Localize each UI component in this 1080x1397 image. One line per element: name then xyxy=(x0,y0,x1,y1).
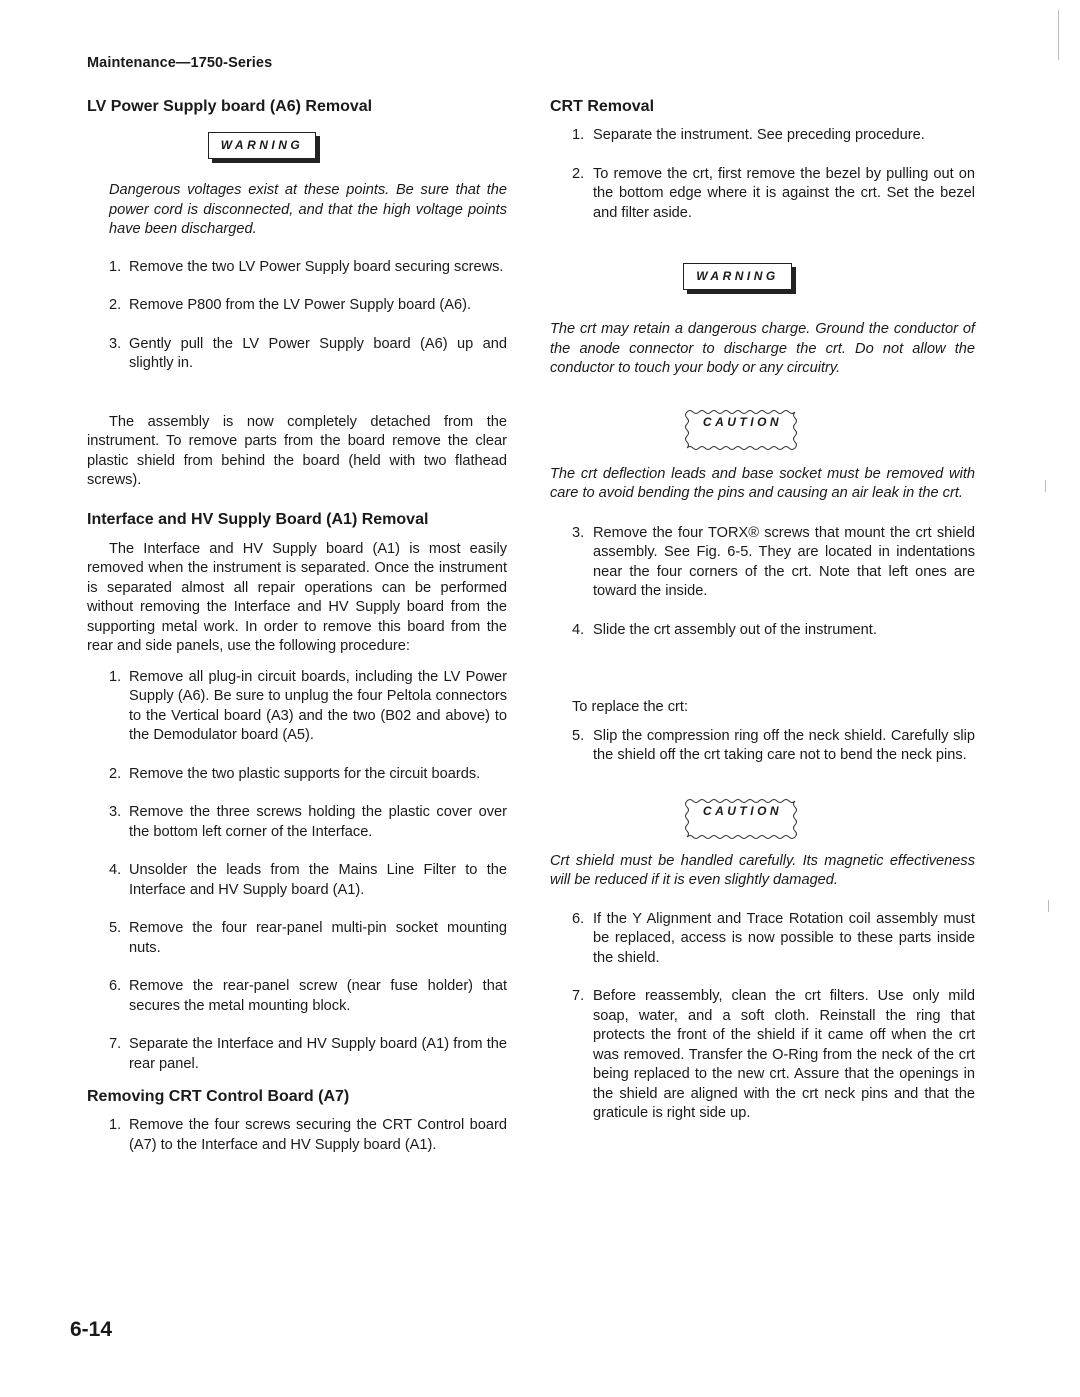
warning-notice xyxy=(550,263,975,290)
scan-mark xyxy=(1045,480,1046,492)
list-item: 3. Gently pull the LV Power Supply board (A6) up and slightly in. xyxy=(109,335,507,371)
page-number: 6-14 xyxy=(70,1318,113,1341)
lv-steps-list xyxy=(87,258,507,374)
caution-notice xyxy=(550,796,975,826)
left-column xyxy=(87,96,507,1155)
section-title-lv-power-supply: LV Power Supply board (A6) Removal xyxy=(87,98,373,115)
list-item: 6. If the Y Alignment and Trace Rotation coil assembly must be replaced, access is now possible to these parts inside the shield. xyxy=(572,910,975,966)
scan-mark xyxy=(1048,900,1049,912)
scan-mark xyxy=(1058,10,1059,60)
section-title-interface-hv: Interface and HV Supply Board (A1) Removal xyxy=(87,510,429,528)
crt-steps-list-c xyxy=(550,727,975,766)
replace-intro: To replace the crt: xyxy=(572,699,688,715)
list-item: 2. Remove the two plastic supports for the circuit boards. xyxy=(109,765,481,782)
section-title-crt-removal: CRT Removal xyxy=(550,98,655,115)
caution-label: CAUTION xyxy=(683,796,802,826)
caution-label: CAUTION xyxy=(683,407,802,437)
warning-label: WARNING xyxy=(683,263,792,290)
list-item: 5. Remove the four rear-panel multi-pin socket mounting nuts. xyxy=(109,920,507,956)
list-item: 2. To remove the crt, first remove the bezel by pulling out on the bottom edge where it is against the crt. Set the bezel and filter aside. xyxy=(572,165,975,221)
body-paragraph: The Interface and HV Supply board (A1) is most easily removed when the instrument is separated. Once the instrument is separated almost all repair operations can be performed without removing the Interface and HV Supply board from the supporting metal work. In order to remove this board from the rear and side panels, use the following procedure: xyxy=(87,540,507,654)
warning-label: WARNING xyxy=(208,132,317,159)
body-paragraph: The assembly is now completely detached from the instrument. To remove parts from the board remove the clear plastic shield from behind the board (held with two flathead screws). xyxy=(87,413,507,488)
list-item: 2. Remove P800 from the LV Power Supply board (A6). xyxy=(109,297,472,313)
list-item: 1. Separate the instrument. See preceding procedure. xyxy=(572,127,925,143)
warning-text: Dangerous voltages exist at these points. Be sure that the power cord is disconnected, and that the high voltage points have been discharged. xyxy=(109,182,507,237)
wavy-border-icon xyxy=(683,407,801,453)
list-item: 1. Remove the two LV Power Supply board securing screws. xyxy=(109,258,504,275)
list-item: 3. Remove the three screws holding the plastic cover over the bottom left corner of the Interface. xyxy=(109,804,507,840)
crt-steps-list-d xyxy=(550,910,975,1124)
list-item: 6. Remove the rear-panel screw (near fuse holder) that secures the metal mounting block. xyxy=(109,978,507,1014)
list-item: 7. Before reassembly, clean the crt filters. Use only mild soap, water, and a soft cloth. Reinstall the ring that protects the front of the shield if it came off when the crt was removed. Transfer the O-Ring from the neck of the crt being replaced to the new crt. Assure that the openings in the shield are aligned with the crt neck pins and that the graticule is right side up. xyxy=(572,988,975,1121)
crt-steps-list-a xyxy=(550,126,975,223)
list-item: 5. Slip the compression ring off the neck shield. Carefully slip the shield off the crt taking care not to bend the neck pins. xyxy=(572,727,975,763)
list-item: 7. Separate the Interface and HV Supply board (A1) from the rear panel. xyxy=(109,1036,507,1072)
section-title-crt-control: Removing CRT Control Board (A7) xyxy=(87,1088,350,1105)
list-item: 1. Remove all plug-in circuit boards, including the LV Power Supply (A6). Be sure to unplug the four Peltola connectors to the Vertical board (A3) and the two (B02 and above) to the Demodulator board (A5). xyxy=(109,668,507,743)
caution-text: The crt deflection leads and base socket must be removed with care to avoid bending the pins and causing an air leak in the crt. xyxy=(550,465,975,501)
list-item: 3. Remove the four TORX® screws that mount the crt shield assembly. See Fig. 6-5. They are located in indentations near the four corners of the crt. Note that left ones are toward the inside. xyxy=(572,524,975,599)
wavy-border-icon xyxy=(683,796,801,842)
list-item: 4. Unsolder the leads from the Mains Line Filter to the Interface and HV Supply board (A1). xyxy=(109,862,507,898)
crt-control-steps-list xyxy=(87,1116,507,1155)
interface-steps-list xyxy=(87,668,507,1075)
list-item: 1. Remove the four screws securing the CRT Control board (A7) to the Interface and HV Supply board (A1). xyxy=(109,1117,507,1153)
caution-notice xyxy=(550,407,975,437)
running-head: Maintenance—1750-Series xyxy=(87,55,273,71)
list-item: 4. Slide the crt assembly out of the instrument. xyxy=(572,621,877,638)
right-column xyxy=(550,96,975,1124)
warning-notice xyxy=(87,132,507,159)
crt-steps-list-b xyxy=(550,524,975,641)
caution-text: Crt shield must be handled carefully. Its magnetic effectiveness will be reduced if it is even slightly damaged. xyxy=(550,852,975,888)
warning-text: The crt may retain a dangerous charge. Ground the conductor of the anode connector to discharge the crt. Do not allow the conductor to touch your body or any circuitry. xyxy=(550,321,975,376)
